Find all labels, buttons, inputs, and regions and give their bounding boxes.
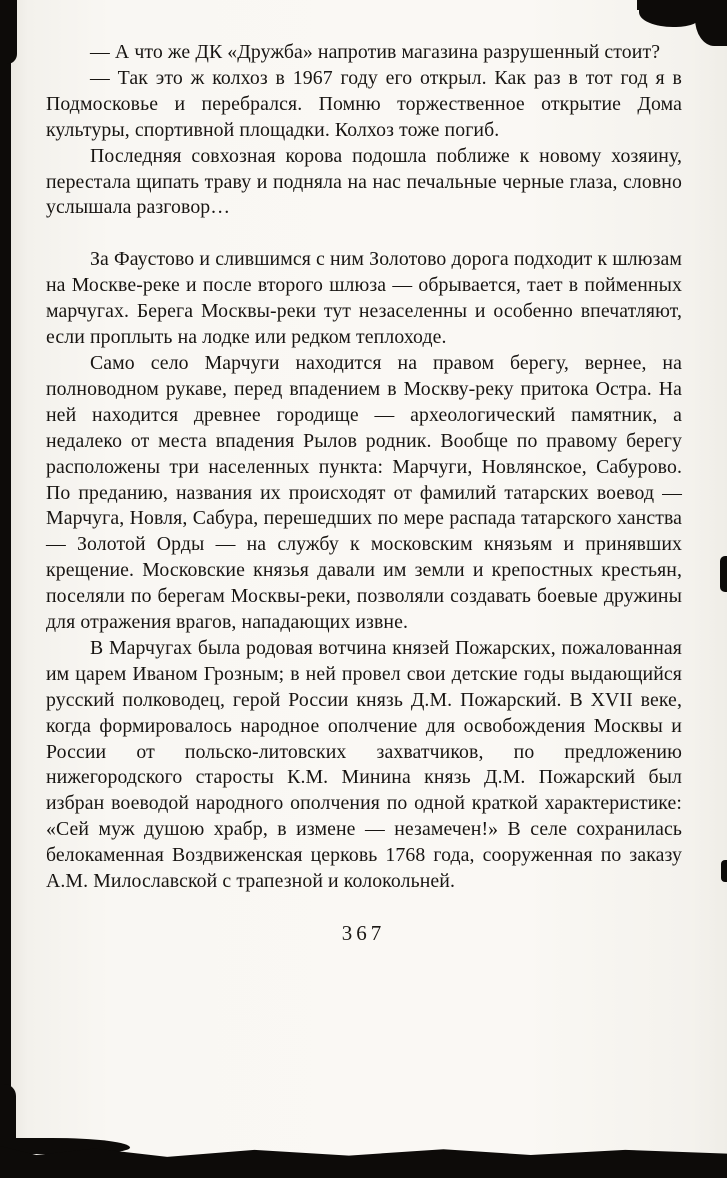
dialogue-paragraph: — А что же ДК «Дружба» напротив магазина разрушенный стоит? (90, 41, 661, 63)
scan-artifact-top-right-strip (637, 0, 727, 10)
scan-artifact-bottom-edge (0, 1146, 727, 1178)
dialogue-paragraph: — Так это ж колхоз в 1967 году его открыл. Как раз в тот год я в Подмосковье и перебрался. Помню торжественное открытие Дома культуры, спортивной площадки. Колхоз тоже погиб. (46, 66, 682, 141)
scan-artifact-left-edge-top (0, 0, 17, 64)
narrative-paragraph: Само село Марчуги находится на правом берегу, вернее, на полноводном рукаве, перед впадением в Москву-реку притока Остра. На ней находится древнее городище — археологический памятник, а недалеко от места впадения Рылов родник. Вообще по правому берегу расположены три населенных пункта: Марчуги, Новлянское, Сабурово. По преданию, названия их происходят от фамилий татарских воевод — Марчуга, Новля, Сабура, перешедших по мере распада татарского ханства — Золотой Орды — на службу к московским князьям и принявших крещение. Московские князья давали им земли и крепостных крестьян, поселяли по берегам Москвы-реки, позволяли создавать боевые дружины для отражения врагов, нападающих извне. (46, 351, 682, 634)
scan-artifact-right-mark-lower (721, 860, 727, 882)
narrative-paragraph: Последняя совхозная корова подошла поближе к новому хозяину, перестала щипать траву и подняла на нас печальные черные глаза, словно услышала разговор… (46, 144, 682, 219)
page-number: 367 (341, 921, 386, 945)
scan-artifact-right-mark-upper (720, 556, 727, 592)
narrative-paragraph-section-start: За Фаустово и слившимся с ним Золотово дорога подходит к шлюзам на Москве-реке и после второго шлюза — обрывается, тает в пойменных марчугах. Берега Москвы-реки тут незаселенны и особенно впечатляют, если проплыть на лодке или редком теплоходе. (46, 248, 682, 349)
narrative-paragraph: В Марчугах была родовая вотчина князей Пожарских, пожалованная им царем Иваном Грозным; в ней провел свои детские годы выдающийся русский полководец, герой России князь Д.М. Пожарский. В XVII веке, когда формировалось народное ополчение для освобождения Москвы и России от польско-литовских захватчиков, по предложению нижегородского старосты К.М. Минина князь Д.М. Пожарский был избран воеводой народного ополчения по одной краткой характеристике: «Сей муж душою храбр, в измене — незамечен!» В селе сохранилась белокаменная Воздвиженская церковь 1768 года, сооруженная по заказу А.М. Милославской с трапезной и колокольней. (46, 636, 682, 893)
scan-artifact-left-edge (0, 0, 11, 1178)
